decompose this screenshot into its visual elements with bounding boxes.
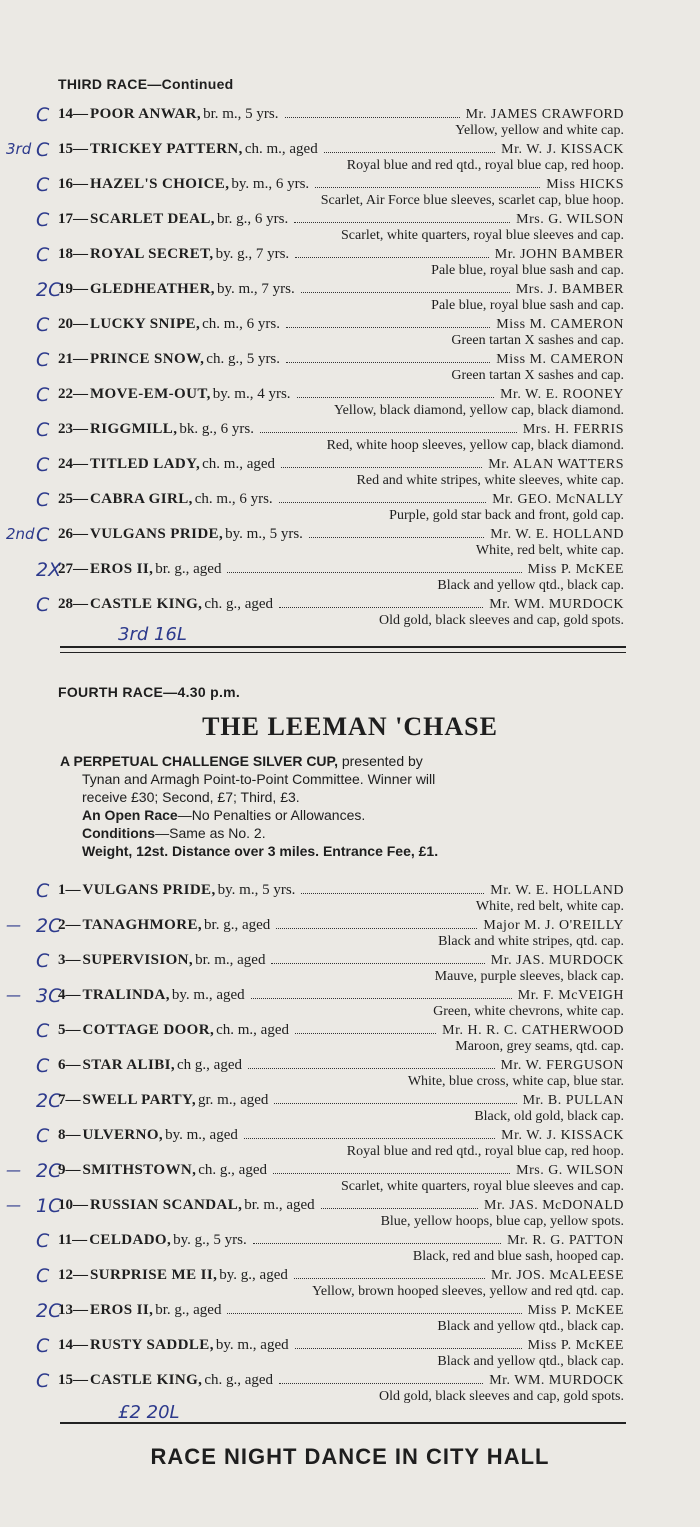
entry-number: 10—: [58, 1197, 88, 1213]
handwritten-mark: C: [36, 174, 50, 196]
entry-number: 20—: [58, 316, 88, 332]
third-race-entries: [0, 105, 700, 630]
entry-number: 7—: [58, 1092, 81, 1108]
entry-number: 15—: [58, 1372, 88, 1388]
conditions-rest: —Same as No. 2.: [155, 825, 266, 841]
horse-description: ch. m., 6 yrs.: [194, 491, 273, 507]
racing-colours: Black and yellow qtd., black cap.: [437, 578, 624, 593]
entry-number: 9—: [58, 1162, 81, 1178]
handwritten-mark: C: [36, 1265, 50, 1287]
dot-leader: [253, 1243, 501, 1244]
race-entry: [0, 986, 700, 1021]
horse-name: POOR ANWAR,: [90, 106, 202, 122]
horse-name: RUSTY SADDLE,: [90, 1337, 214, 1353]
section-divider-thin: [60, 652, 626, 653]
handwritten-mark: 2C: [36, 1300, 62, 1322]
dot-leader: [294, 1278, 485, 1279]
owner-name: Mr. JAS. McDONALD: [484, 1198, 624, 1213]
dot-leader: [281, 467, 482, 468]
owner-name: Mr. WM. MURDOCK: [489, 597, 624, 612]
handwritten-side-note: —: [6, 1161, 21, 1179]
racing-colours: Maroon, grey seams, qtd. cap.: [455, 1039, 624, 1054]
entry-number: 15—: [58, 141, 88, 157]
owner-name: Mr. JOS. McALEESE: [491, 1268, 624, 1283]
horse-name: SWELL PARTY,: [82, 1092, 196, 1108]
racing-colours: Black and yellow qtd., black cap.: [437, 1354, 624, 1369]
horse-name: GLEDHEATHER,: [90, 281, 215, 297]
dot-leader: [309, 537, 484, 538]
horse-name: ROYAL SECRET,: [90, 246, 214, 262]
owner-name: Miss HICKS: [546, 177, 624, 192]
entry-number: 8—: [58, 1127, 81, 1143]
handwritten-mark: C: [36, 314, 50, 336]
horse-name: CABRA GIRL,: [90, 491, 193, 507]
owner-name: Miss P. McKEE: [527, 1303, 624, 1318]
owner-name: Mr. B. PULLAN: [522, 1093, 624, 1108]
entry-number: 24—: [58, 456, 88, 472]
dot-leader: [227, 1313, 521, 1314]
race-title: THE LEEMAN 'CHASE: [202, 712, 498, 741]
horse-description: br. m., aged: [244, 1197, 315, 1213]
handwritten-side-note: —: [6, 916, 21, 934]
handwritten-result-note-2: £2 20L: [118, 1402, 180, 1423]
handwritten-mark: C: [36, 104, 50, 126]
race-entry: [0, 105, 700, 140]
racing-colours: Green, white chevrons, white cap.: [433, 1004, 624, 1019]
race-entry: [0, 490, 700, 525]
handwritten-mark: C: [36, 1335, 50, 1357]
race-entry: [0, 525, 700, 560]
race-entry: [0, 560, 700, 595]
handwritten-mark: C: [36, 349, 50, 371]
handwritten-mark: 2X: [36, 559, 62, 581]
horse-name: RIGGMILL,: [90, 421, 178, 437]
owner-name: Mr. JAMES CRAWFORD: [465, 107, 624, 122]
horse-description: by. m., 5 yrs.: [217, 882, 296, 898]
horse-name: SMITHSTOWN,: [82, 1162, 197, 1178]
horse-description: by. m., 4 yrs.: [212, 386, 291, 402]
owner-name: Mr. JOHN BAMBER: [494, 247, 624, 262]
intro-bold: A PERPETUAL CHALLENGE SILVER CUP,: [60, 753, 338, 769]
entry-number: 18—: [58, 246, 88, 262]
race-entry: [0, 1126, 700, 1161]
entry-number: 14—: [58, 1337, 88, 1353]
racing-colours: Red, white hoop sleeves, yellow cap, black diamond.: [326, 438, 624, 453]
horse-description: by. g., 7 yrs.: [215, 246, 290, 262]
entry-number: 4—: [58, 987, 81, 1003]
racing-colours: Royal blue and red qtd., royal blue cap, red hoop.: [346, 158, 624, 173]
race-entry: [0, 140, 700, 175]
dot-leader: [301, 292, 510, 293]
entry-number: 3—: [58, 952, 81, 968]
horse-name: TANAGHMORE,: [82, 917, 203, 933]
race-entry: [0, 175, 700, 210]
entry-number: 1—: [58, 882, 81, 898]
owner-name: Mr. H. R. C. CATHERWOOD: [442, 1023, 624, 1038]
race-entry: [0, 1161, 700, 1196]
dot-leader: [295, 1348, 522, 1349]
entry-number: 11—: [58, 1232, 88, 1248]
racing-colours: Yellow, black diamond, yellow cap, black diamond.: [333, 403, 624, 418]
racing-colours: Pale blue, royal blue sash and cap.: [431, 263, 624, 278]
horse-name: SURPRISE ME II,: [90, 1267, 218, 1283]
race-entry: [0, 1056, 700, 1091]
race-entry: [0, 1336, 700, 1371]
dot-leader: [321, 1208, 478, 1209]
entry-number: 5—: [58, 1022, 81, 1038]
racing-colours: Scarlet, white quarters, royal blue sleeves and cap.: [340, 1179, 624, 1194]
race-entry: [0, 951, 700, 986]
third-race-heading: THIRD RACE—Continued: [58, 76, 234, 92]
weight-line: Weight, 12st. Distance over 3 miles. Entrance Fee, £1.: [82, 843, 439, 859]
dot-leader: [324, 152, 495, 153]
owner-name: Mr. W. FERGUSON: [500, 1058, 624, 1073]
horse-description: by. m., 5 yrs.: [225, 526, 303, 542]
owner-name: Mr. W. J. KISSACK: [501, 1128, 624, 1143]
horse-name: EROS II,: [90, 1302, 154, 1318]
racing-colours: Old gold, black sleeves and cap, gold spots.: [379, 1389, 624, 1404]
handwritten-mark: 2C: [36, 1160, 62, 1182]
handwritten-result-note: 3rd 16L: [118, 624, 187, 645]
dot-leader: [286, 362, 490, 363]
horse-name: TITLED LADY,: [90, 456, 201, 472]
footer-banner: RACE NIGHT DANCE IN CITY HALL: [150, 1444, 550, 1469]
dot-leader: [285, 117, 460, 118]
race-entry: [0, 1266, 700, 1301]
horse-description: by. m., 6 yrs.: [231, 176, 310, 192]
handwritten-mark: C: [36, 489, 50, 511]
handwritten-side-note: 2nd: [6, 525, 35, 543]
horse-name: VULGANS PRIDE,: [82, 882, 216, 898]
dot-leader: [248, 1068, 495, 1069]
race-entry: [0, 1231, 700, 1266]
conditions-label: Conditions: [82, 825, 156, 841]
horse-description: br. m., aged: [195, 952, 266, 968]
entry-number: 16—: [58, 176, 88, 192]
race-entry: [0, 1301, 700, 1336]
handwritten-mark: 2C: [36, 279, 62, 301]
racing-colours: Scarlet, white quarters, royal blue sleeves and cap.: [340, 228, 624, 243]
handwritten-mark: C: [36, 1230, 50, 1252]
horse-description: ch. g., 5 yrs.: [206, 351, 281, 367]
horse-name: EROS II,: [90, 561, 154, 577]
handwritten-mark: C: [36, 594, 50, 616]
horse-description: br. g., aged: [155, 1302, 222, 1318]
handwritten-side-note: —: [6, 1196, 21, 1214]
horse-description: ch. m., aged: [202, 456, 276, 472]
fourth-race-heading: FOURTH RACE—4.30 p.m.: [58, 684, 241, 700]
handwritten-mark: C: [36, 244, 50, 266]
racing-colours: Green tartan X sashes and cap.: [451, 333, 624, 348]
horse-description: ch. g., aged: [198, 1162, 267, 1178]
entry-number: 26—: [58, 526, 88, 542]
horse-description: by. m., aged: [215, 1337, 289, 1353]
racing-colours: Black and white stripes, qtd. cap.: [438, 934, 624, 949]
horse-name: CASTLE KING,: [90, 596, 203, 612]
entry-number: 19—: [58, 281, 88, 297]
racing-colours: Pale blue, royal blue sash and cap.: [431, 298, 624, 313]
racing-colours: White, blue cross, white cap, blue star.: [407, 1074, 624, 1089]
handwritten-mark: C: [36, 880, 50, 902]
horse-name: SCARLET DEAL,: [90, 211, 215, 227]
dot-leader: [274, 1103, 516, 1104]
horse-description: bk. g., 6 yrs.: [179, 421, 254, 437]
handwritten-mark: C: [36, 1370, 50, 1392]
entry-number: 27—: [58, 561, 88, 577]
owner-name: Mr. R. G. PATTON: [507, 1233, 624, 1248]
race-entry: [0, 350, 700, 385]
dot-leader: [276, 928, 477, 929]
open-race-label: An Open Race: [82, 807, 178, 823]
dot-leader: [295, 257, 489, 258]
race-entry: [0, 1091, 700, 1126]
handwritten-mark: C: [36, 1055, 50, 1077]
owner-name: Mr. W. J. KISSACK: [501, 142, 624, 157]
dot-leader: [301, 893, 484, 894]
racing-colours: Red and white stripes, white sleeves, white cap.: [356, 473, 624, 488]
race-entry: [0, 455, 700, 490]
entry-number: 25—: [58, 491, 88, 507]
handwritten-side-note: 3rd: [6, 140, 32, 158]
racing-colours: Mauve, purple sleeves, black cap.: [434, 969, 624, 984]
racing-colours: Black, red and blue sash, hooped cap.: [412, 1249, 624, 1264]
entry-number: 22—: [58, 386, 88, 402]
horse-name: TRICKEY PATTERN,: [90, 141, 243, 157]
dot-leader: [279, 1383, 483, 1384]
owner-name: Mr. W. E. HOLLAND: [490, 883, 624, 898]
handwritten-mark: C: [36, 1125, 50, 1147]
entry-number: 13—: [58, 1302, 88, 1318]
owner-name: Major M. J. O'REILLY: [483, 918, 624, 933]
horse-name: TRALINDA,: [82, 987, 170, 1003]
horse-name: ULVERNO,: [82, 1127, 164, 1143]
racing-colours: Scarlet, Air Force blue sleeves, scarlet cap, blue hoop.: [320, 193, 624, 208]
racing-colours: Blue, yellow hoops, blue cap, yellow spots.: [380, 1214, 624, 1229]
dot-leader: [273, 1173, 510, 1174]
handwritten-mark: C: [36, 384, 50, 406]
owner-name: Mrs. H. FERRIS: [522, 422, 624, 437]
racing-colours: Old gold, black sleeves and cap, gold spots.: [379, 613, 624, 628]
horse-description: by. g., aged: [219, 1267, 288, 1283]
horse-name: STAR ALIBI,: [82, 1057, 175, 1073]
entry-number: 14—: [58, 106, 88, 122]
intro-rest: presented by: [337, 753, 423, 769]
dot-leader: [294, 222, 510, 223]
horse-name: LUCKY SNIPE,: [90, 316, 201, 332]
racing-colours: Black and yellow qtd., black cap.: [437, 1319, 624, 1334]
owner-name: Mrs. G. WILSON: [516, 212, 624, 227]
dot-leader: [295, 1033, 436, 1034]
owner-name: Miss P. McKEE: [527, 562, 624, 577]
racing-colours: White, red belt, white cap.: [475, 899, 624, 914]
horse-description: ch. m., aged: [244, 141, 318, 157]
horse-description: ch. m., 6 yrs.: [202, 316, 281, 332]
handwritten-mark: C: [36, 419, 50, 441]
horse-name: CELDADO,: [89, 1232, 172, 1248]
dot-leader: [297, 397, 495, 398]
intro-line-2: Tynan and Armagh Point-to-Point Committee. Winner will: [82, 771, 436, 787]
horse-description: by. m., aged: [165, 1127, 238, 1143]
section-divider: [60, 646, 626, 648]
handwritten-mark: C: [36, 950, 50, 972]
handwritten-mark: C: [36, 139, 50, 161]
owner-name: Mrs. J. BAMBER: [515, 282, 624, 297]
horse-name: HAZEL'S CHOICE,: [90, 176, 230, 192]
dot-leader: [279, 607, 483, 608]
handwritten-mark: 3C: [36, 985, 62, 1007]
intro-line-3: receive £30; Second, £7; Third, £3.: [82, 789, 300, 805]
race-entry: [0, 385, 700, 420]
owner-name: Mr. WM. MURDOCK: [489, 1373, 624, 1388]
handwritten-side-note: —: [6, 986, 21, 1004]
horse-name: VULGANS PRIDE,: [90, 526, 224, 542]
handwritten-mark: 2C: [36, 1090, 62, 1112]
entry-number: 12—: [58, 1267, 88, 1283]
dot-leader: [279, 502, 487, 503]
horse-name: RUSSIAN SCANDAL,: [90, 1197, 243, 1213]
horse-description: by. m., aged: [171, 987, 245, 1003]
horse-name: COTTAGE DOOR,: [82, 1022, 215, 1038]
owner-name: Mr. F. McVEIGH: [517, 988, 624, 1003]
race-entry: [0, 280, 700, 315]
racing-colours: Black, old gold, black cap.: [474, 1109, 624, 1124]
entry-number: 2—: [58, 917, 81, 933]
race-entry: [0, 210, 700, 245]
horse-description: br. g., aged: [155, 561, 222, 577]
handwritten-mark: 1C: [36, 1195, 62, 1217]
horse-description: ch. m., aged: [216, 1022, 289, 1038]
horse-description: br. g., 6 yrs.: [216, 211, 289, 227]
horse-description: by. g., 5 yrs.: [173, 1232, 247, 1248]
owner-name: Mrs. G. WILSON: [516, 1163, 624, 1178]
owner-name: Miss M. CAMERON: [496, 317, 624, 332]
horse-name: MOVE-EM-OUT,: [90, 386, 211, 402]
horse-description: br. m., 5 yrs.: [203, 106, 279, 122]
handwritten-mark: C: [36, 209, 50, 231]
owner-name: Miss P. McKEE: [527, 1338, 624, 1353]
dot-leader: [271, 963, 484, 964]
fourth-race-entries: [0, 881, 700, 1406]
race-entry: [0, 916, 700, 951]
horse-description: ch. g., aged: [204, 596, 274, 612]
entry-number: 28—: [58, 596, 88, 612]
handwritten-mark: 2C: [36, 915, 62, 937]
dot-leader: [286, 327, 490, 328]
race-entry: [0, 1021, 700, 1056]
race-conditions: [60, 752, 630, 860]
owner-name: Mr. ALAN WATTERS: [488, 457, 624, 472]
owner-name: Miss M. CAMERON: [496, 352, 624, 367]
owner-name: Mr. JAS. MURDOCK: [490, 953, 624, 968]
race-entry: [0, 1196, 700, 1231]
entry-number: 21—: [58, 351, 88, 367]
horse-description: ch g., aged: [177, 1057, 242, 1073]
horse-description: by. m., 7 yrs.: [216, 281, 295, 297]
racing-colours: Green tartan X sashes and cap.: [451, 368, 624, 383]
dot-leader: [227, 572, 521, 573]
horse-name: SUPERVISION,: [82, 952, 194, 968]
race-entry: [0, 420, 700, 455]
entry-number: 6—: [58, 1057, 81, 1073]
horse-description: br. g., aged: [204, 917, 271, 933]
race-entry: [0, 595, 700, 630]
horse-name: CASTLE KING,: [90, 1372, 203, 1388]
open-race-rest: —No Penalties or Allowances.: [177, 807, 366, 823]
dot-leader: [244, 1138, 495, 1139]
racing-colours: Purple, gold star back and front, gold cap.: [389, 508, 624, 523]
handwritten-mark: C: [36, 454, 50, 476]
racing-colours: White, red belt, white cap.: [475, 543, 624, 558]
race-entry: [0, 315, 700, 350]
entry-number: 23—: [58, 421, 88, 437]
racing-colours: Yellow, yellow and white cap.: [455, 123, 624, 138]
footer-divider: [60, 1422, 626, 1424]
horse-name: PRINCE SNOW,: [90, 351, 205, 367]
owner-name: Mr. GEO. McNALLY: [492, 492, 624, 507]
dot-leader: [315, 187, 540, 188]
race-entry: [0, 1371, 700, 1406]
dot-leader: [251, 998, 512, 999]
owner-name: Mr. W. E. ROONEY: [500, 387, 624, 402]
horse-description: ch. g., aged: [204, 1372, 274, 1388]
entry-number: 17—: [58, 211, 88, 227]
race-entry: [0, 881, 700, 916]
race-entry: [0, 245, 700, 280]
handwritten-mark: C: [36, 1020, 50, 1042]
handwritten-mark: C: [36, 524, 50, 546]
horse-description: gr. m., aged: [197, 1092, 269, 1108]
dot-leader: [260, 432, 517, 433]
owner-name: Mr. W. E. HOLLAND: [490, 527, 624, 542]
racing-colours: Yellow, brown hooped sleeves, yellow and red qtd. cap.: [312, 1284, 624, 1299]
racing-colours: Royal blue and red qtd., royal blue cap, red hoop.: [346, 1144, 624, 1159]
